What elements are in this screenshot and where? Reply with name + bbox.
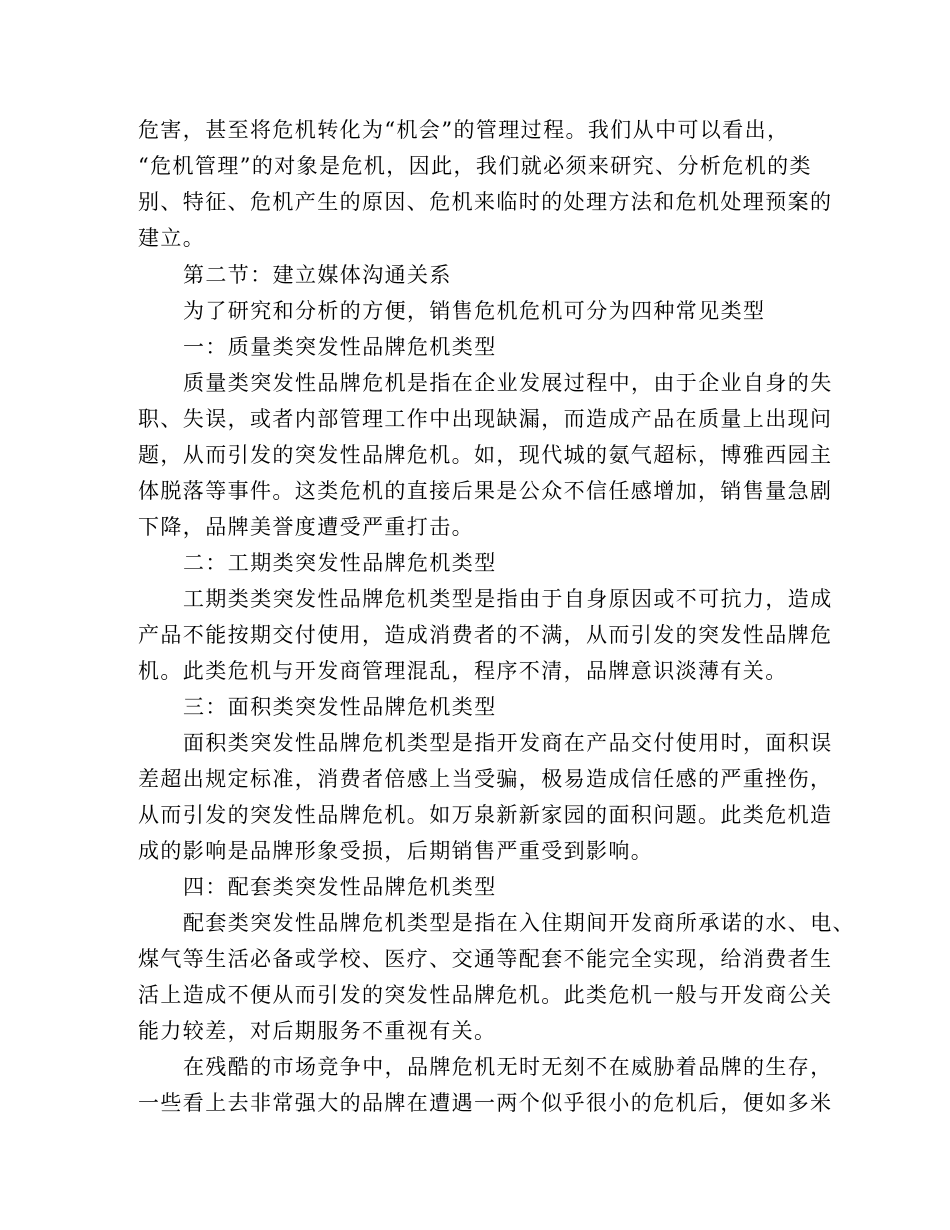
text-line-23: 配套类突发性品牌危机类型是指在入住期间开发商所承诺的水、电、 [183,911,855,935]
text-line-21: 成的影响是品牌形象受损，后期销售严重受到影响。 [138,839,654,863]
text-line-16: 机。此类危机与开发商管理混乱，程序不清，品牌意识淡薄有关。 [138,659,788,683]
text-line-25: 活上造成不便从而引发的突发性品牌危机。此类危机一般与开发商公关 [138,983,833,1007]
text-line-11: 体脱落等事件。这类危机的直接后果是公众不信任感增加，销售量急剧 [138,479,833,503]
text-line-2: “危机管理”的对象是危机，因此，我们就必须来研究、分析危机的类 [138,154,812,178]
text-line-24: 煤气等生活必备或学校、医疗、交通等配套不能完全实现，给消费者生 [138,947,833,971]
text-line-26: 能力较差，对后期服务不重视有关。 [138,1019,497,1043]
subheading-schedule: 二：工期类突发性品牌危机类型 [183,551,497,575]
text-line-4: 建立。 [138,226,206,250]
text-line-15: 产品不能按期交付使用，造成消费者的不满，从而引发的突发性品牌危 [138,623,833,647]
section-heading: 第二节：建立媒体沟通关系 [183,263,452,287]
intro-line: 为了研究和分析的方便，销售危机危机可分为四种常见类型 [183,299,766,323]
text-line-27: 在残酷的市场竞争中，品牌危机无时无刻不在威胁着品牌的生存， [183,1055,833,1079]
text-line-9: 职、失误，或者内部管理工作中出现缺漏，而造成产品在质量上出现问 [138,407,833,431]
subheading-facilities: 四：配套类突发性品牌危机类型 [183,875,497,899]
subheading-area: 三：面积类突发性品牌危机类型 [183,695,497,719]
text-line-1: 危害，甚至将危机转化为“机会”的管理过程。我们从中可以看出， [138,118,790,142]
text-line-28: 一些看上去非常强大的品牌在遭遇一两个似乎很小的危机后，便如多米 [138,1091,833,1115]
text-line-3: 别、特征、危机产生的原因、危机来临时的处理方法和危机处理预案的 [138,190,833,214]
text-line-19: 差超出规定标准，消费者倍感上当受骗，极易造成信任感的严重挫伤， [138,767,833,791]
text-line-8: 质量类突发性品牌危机是指在企业发展过程中，由于企业自身的失 [183,371,833,395]
subheading-quality: 一：质量类突发性品牌危机类型 [183,335,497,359]
text-line-20: 从而引发的突发性品牌危机。如万泉新新家园的面积问题。此类危机造 [138,803,833,827]
text-line-12: 下降，品牌美誉度遭受严重打击。 [138,515,474,539]
text-line-10: 题，从而引发的突发性品牌危机。如，现代城的氨气超标，博雅西园主 [138,443,833,467]
text-line-14: 工期类类突发性品牌危机类型是指由于自身原因或不可抗力，造成 [183,587,833,611]
text-line-18: 面积类突发性品牌危机类型是指开发商在产品交付使用时，面积误 [183,731,833,755]
